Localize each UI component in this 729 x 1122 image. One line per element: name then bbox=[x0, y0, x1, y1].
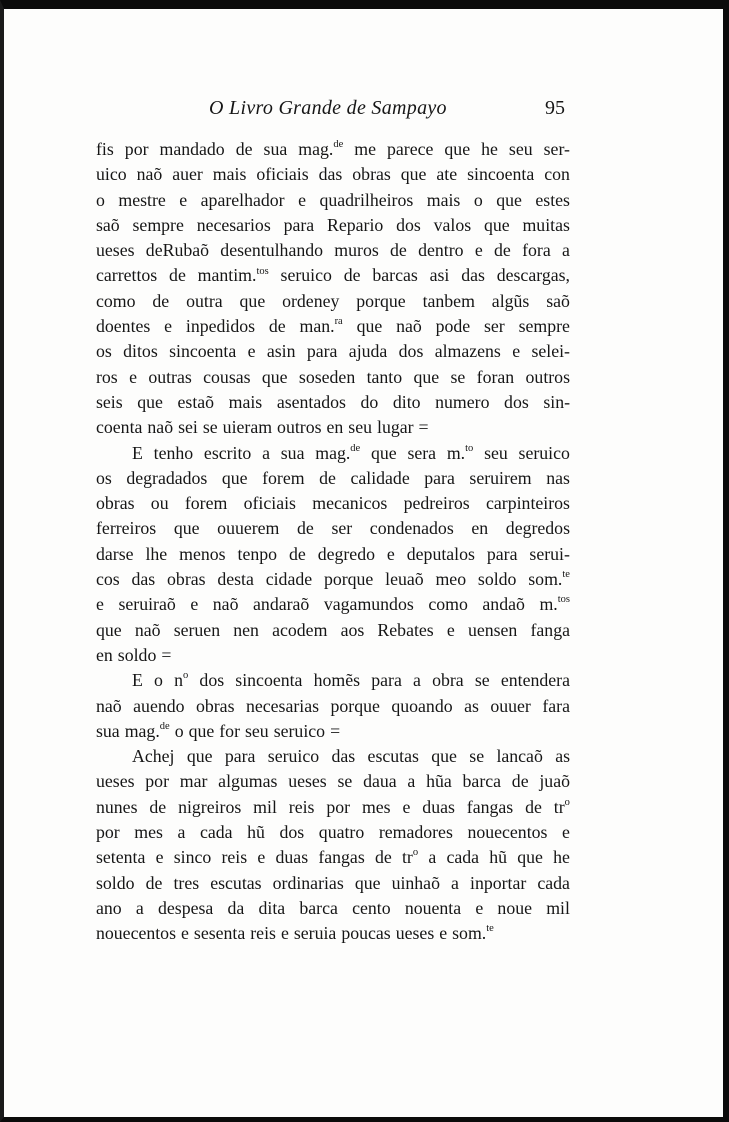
text-line: E tenho escrito a sua mag.$^{de}$ que sera m.$^{to}$ seu seruico bbox=[132, 442, 570, 463]
text-line: que naõ seruen nen acodem aos Rebates e uensen fanga bbox=[96, 619, 570, 640]
text-line: E o $n^o$ dos sincoenta homẽs para a obra se entendera bbox=[132, 670, 570, 691]
text-line: saõ sempre necesarios para Repario dos valos que muitas bbox=[96, 214, 570, 235]
text-line: naõ auendo obras necesarias porque quoando as ouuer fara bbox=[96, 695, 570, 716]
text-line: setenta e sinco reis e duas fangas de $tr^o$ a cada hũ que he bbox=[96, 847, 570, 868]
text-line: ano a despesa da dita barca cento nouenta e noue mil bbox=[96, 897, 570, 918]
running-head-title: O Livro Grande de Sampayo bbox=[209, 97, 447, 119]
text-line: ueses por mar algumas ueses se daua a hũa barca de juaõ bbox=[96, 771, 570, 792]
text-line: en soldo = bbox=[96, 644, 172, 665]
text-line: e seruiraõ e naõ andaraõ vagamundos como andaõ m.$^{tos}$ bbox=[96, 594, 570, 615]
text-line: o mestre e aparelhador e quadrilheiros mais o que estes bbox=[96, 189, 570, 210]
text-line: uico naõ auer mais oficiais das obras que ate sincoenta con bbox=[96, 164, 570, 185]
text-line: nunes de nigreiros mil reis por mes e duas fangas de $tr^o$ bbox=[96, 796, 570, 817]
text-line: fis por mandado de sua mag.$^{de}$ me parece que he seu ser- bbox=[96, 139, 570, 159]
running-head bbox=[4, 97, 729, 125]
text-line: carrettos de mantim.$^{tos}$ seruico de barcas asi das descargas, bbox=[96, 265, 570, 286]
text-line: sua mag.$^{de}$ o que for seu seruico = bbox=[96, 720, 341, 741]
text-line: coenta naõ sei se uieram outros en seu lugar = bbox=[96, 417, 429, 438]
text-line: por mes a cada hũ dos quatro remadores nouecentos e bbox=[96, 822, 570, 843]
text-line: ferreiros que ouuerem de ser condenados en degredos bbox=[96, 518, 570, 539]
text-line: darse lhe menos tenpo de degredo e deputalos para serui- bbox=[96, 543, 570, 564]
text-line: seis que estaõ mais asentados do dito numero dos sin- bbox=[96, 391, 570, 412]
page-number: 95 bbox=[545, 97, 565, 119]
text-line: ueses deRubaõ desentulhando muros de dentro e de fora a bbox=[96, 240, 570, 261]
body-text bbox=[96, 137, 570, 947]
text-line: os ditos sincoenta e asin para ajuda dos almazens e selei- bbox=[96, 341, 570, 362]
text-line: Achej que para seruico das escutas que se lancaõ as bbox=[132, 746, 570, 767]
text-line: cos das obras desta cidade porque leuaõ meo soldo som.$^{te}$ bbox=[96, 569, 570, 590]
text-line: ros e outras cousas que soseden tanto que se foran outros bbox=[96, 366, 570, 387]
text-line: doentes e inpedidos de man.$^{ra}$ que naõ pode ser sempre bbox=[96, 316, 570, 337]
text-line: os degradados que forem de calidade para seruirem nas bbox=[96, 467, 570, 488]
text-line: como de outra que ordeney porque tanbem algũs saõ bbox=[96, 290, 570, 311]
text-line: soldo de tres escutas ordinarias que uinhaõ a inportar cada bbox=[96, 872, 570, 893]
text-line: obras ou forem oficiais mecanicos pedreiros carpinteiros bbox=[96, 493, 570, 514]
text-line: nouecentos e sesenta reis e seruia poucas ueses e som.$^{te}$ bbox=[96, 923, 494, 944]
